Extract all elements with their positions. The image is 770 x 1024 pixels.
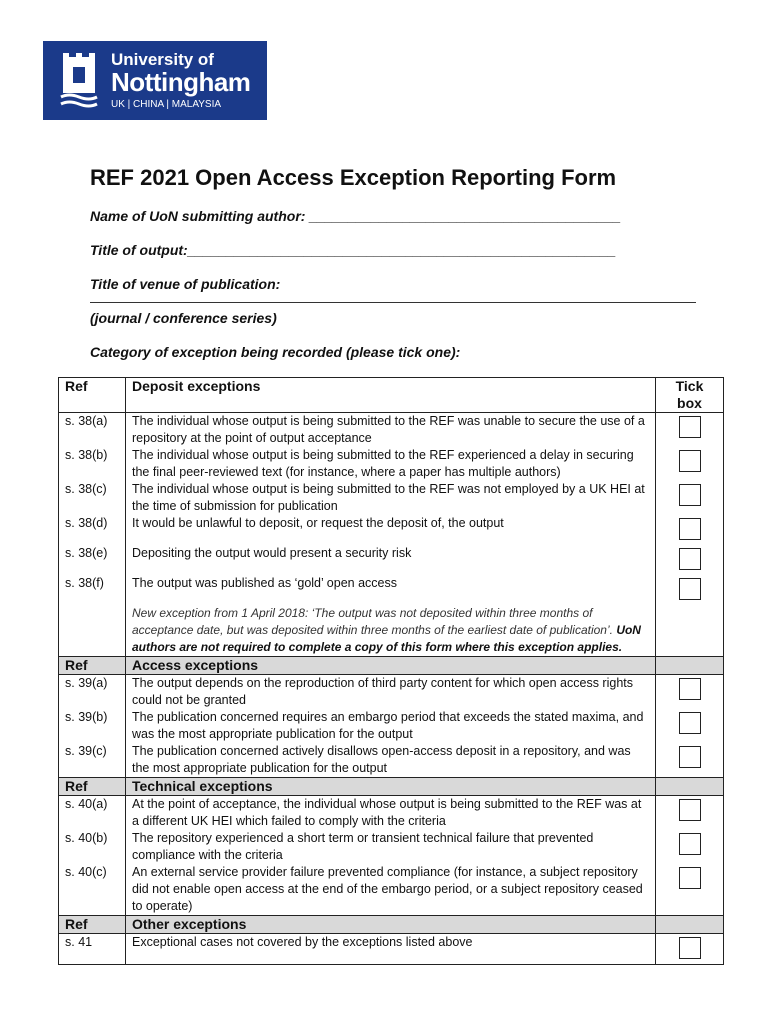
tick-checkbox[interactable] bbox=[679, 712, 701, 734]
row-text: The individual whose output is being submitted to the REF was not employed by a UK HEI at the time of submission for publication bbox=[126, 481, 656, 515]
row-text: An external service provider failure prevented compliance (for instance, a subject repository did not enable open access at the end of the embargo period, or a subject repository ceased to operate) bbox=[126, 864, 656, 916]
row-text: The output was published as ‘gold’ open access bbox=[126, 575, 656, 605]
row-ref: s. 38(b) bbox=[59, 447, 126, 481]
venue-field-line[interactable] bbox=[90, 302, 696, 303]
row-ref: s. 40(c) bbox=[59, 864, 126, 916]
tick-checkbox[interactable] bbox=[679, 518, 701, 540]
table-row bbox=[59, 605, 724, 657]
logo-campuses: UK | CHINA | MALAYSIA bbox=[111, 98, 222, 110]
row-ref: s. 39(c) bbox=[59, 743, 126, 778]
row-text: The publication concerned actively disallows open-access deposit in a repository, and was the most appropriate publication for the output bbox=[126, 743, 656, 778]
deposit-heading: Deposit exceptions bbox=[126, 378, 656, 413]
row-text: Depositing the output would present a security risk bbox=[126, 545, 656, 575]
tick-checkbox[interactable] bbox=[679, 833, 701, 855]
table-row bbox=[59, 709, 724, 743]
table-row bbox=[59, 830, 724, 864]
row-ref: s. 39(b) bbox=[59, 709, 126, 743]
tick-checkbox[interactable] bbox=[679, 799, 701, 821]
logo-nottingham: Nottingham bbox=[111, 66, 251, 97]
table-row bbox=[59, 864, 724, 916]
output-title-field[interactable]: Title of output:_______________________________________________________ bbox=[90, 242, 616, 258]
note-bold: UoN authors are not required to complete a copy of this form where this exception applies. bbox=[132, 623, 641, 654]
tick-checkbox[interactable] bbox=[679, 450, 701, 472]
access-heading: Access exceptions bbox=[126, 657, 656, 675]
row-ref: s. 41 bbox=[59, 934, 126, 965]
row-ref: s. 40(a) bbox=[59, 796, 126, 831]
table-row bbox=[59, 447, 724, 481]
tick-checkbox[interactable] bbox=[679, 578, 701, 600]
row-text: At the point of acceptance, the individual whose output is being submitted to the REF was at a different UK HEI which failed to comply with the criteria bbox=[126, 796, 656, 831]
new-exception-note bbox=[126, 605, 656, 657]
row-ref: s. 38(f) bbox=[59, 575, 126, 605]
table-row bbox=[59, 796, 724, 831]
table-row bbox=[59, 545, 724, 575]
tick-checkbox[interactable] bbox=[679, 416, 701, 438]
row-text: The repository experienced a short term or transient technical failure that prevented compliance with the criteria bbox=[126, 830, 656, 864]
table-row bbox=[59, 934, 724, 965]
row-ref: s. 39(a) bbox=[59, 675, 126, 710]
tick-checkbox[interactable] bbox=[679, 548, 701, 570]
tick-checkbox[interactable] bbox=[679, 484, 701, 506]
row-ref: s. 38(a) bbox=[59, 413, 126, 448]
row-text: The output depends on the reproduction of third party content for which open access rights could not be granted bbox=[126, 675, 656, 710]
tick-checkbox[interactable] bbox=[679, 867, 701, 889]
tick-checkbox[interactable] bbox=[679, 678, 701, 700]
row-ref: s. 40(b) bbox=[59, 830, 126, 864]
other-heading: Other exceptions bbox=[126, 916, 656, 934]
author-field[interactable]: Name of UoN submitting author: ________________________________________ bbox=[90, 208, 621, 224]
venue-field-label: Title of venue of publication: bbox=[90, 276, 281, 292]
university-logo bbox=[43, 41, 267, 120]
row-text: The publication concerned requires an embargo period that exceeds the stated maxima, and was the most appropriate publication for the output bbox=[126, 709, 656, 743]
logo-university-of: University of bbox=[111, 49, 214, 69]
tick-checkbox[interactable] bbox=[679, 746, 701, 768]
row-ref: s. 38(c) bbox=[59, 481, 126, 515]
exceptions-table bbox=[58, 377, 724, 965]
table-row bbox=[59, 743, 724, 778]
tick-checkbox[interactable] bbox=[679, 937, 701, 959]
category-instruction: Category of exception being recorded (please tick one): bbox=[90, 344, 461, 360]
technical-heading: Technical exceptions bbox=[126, 778, 656, 796]
castle-icon bbox=[59, 53, 99, 109]
table-row bbox=[59, 481, 724, 515]
ref-header: Ref bbox=[59, 916, 126, 934]
form-title: REF 2021 Open Access Exception Reporting Form bbox=[90, 165, 617, 190]
tick-box-header: Tick box bbox=[656, 378, 724, 413]
ref-header: Ref bbox=[59, 778, 126, 796]
row-text: It would be unlawful to deposit, or request the deposit of, the output bbox=[126, 515, 656, 545]
venue-hint: (journal / conference series) bbox=[90, 310, 277, 326]
row-ref: s. 38(d) bbox=[59, 515, 126, 545]
ref-header: Ref bbox=[59, 378, 126, 413]
row-text: The individual whose output is being submitted to the REF experienced a delay in securing the final peer-reviewed text (for instance, where a paper has multiple authors) bbox=[126, 447, 656, 481]
table-row bbox=[59, 413, 724, 448]
row-text: The individual whose output is being submitted to the REF was unable to secure the use of a repository at the point of output acceptance bbox=[126, 413, 656, 448]
table-row bbox=[59, 675, 724, 710]
table-row bbox=[59, 575, 724, 605]
row-text: Exceptional cases not covered by the exceptions listed above bbox=[126, 934, 656, 965]
ref-header: Ref bbox=[59, 657, 126, 675]
table-row bbox=[59, 515, 724, 545]
note-italic: New exception from 1 April 2018: ‘The output was not deposited within three months of acceptance date, but was deposited within three months of the earliest date of publication’. bbox=[132, 606, 613, 637]
row-ref: s. 38(e) bbox=[59, 545, 126, 575]
